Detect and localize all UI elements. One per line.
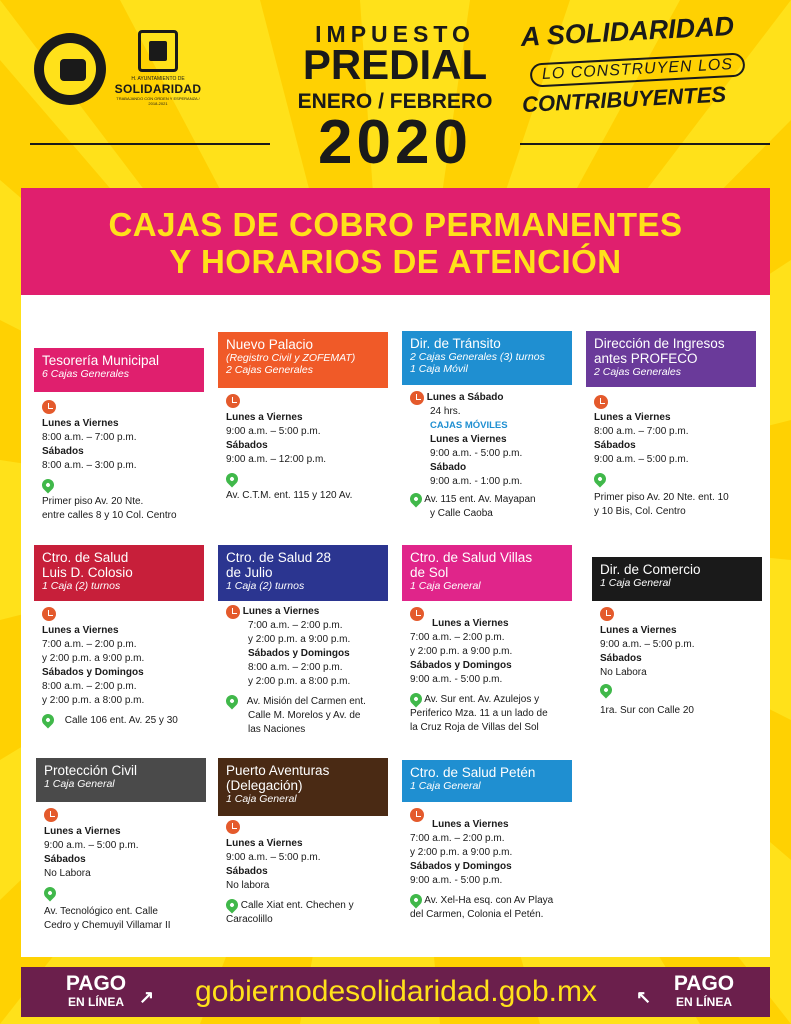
schedule-hours: 9:00 a.m. - 1:00 p.m. <box>430 476 523 487</box>
schedule-hours: 9:00 a.m. - 5:00 p.m. <box>410 674 503 685</box>
location-pin-icon <box>40 712 57 729</box>
card-subtitle: 1 Caja General <box>44 778 115 790</box>
location-pin-icon <box>42 885 59 902</box>
schedule-days: Lunes a Viernes <box>226 838 303 849</box>
card-subtitle: 1 Caja General <box>226 793 297 805</box>
logo-small-text: H. AYUNTAMIENTO DE <box>131 76 185 82</box>
address-line: Caracolillo <box>226 914 273 925</box>
arrow-up-left-icon: ↖ <box>636 987 652 1007</box>
card-puerto-aventuras <box>218 758 388 927</box>
schedule-hours: 7:00 a.m. – 2:00 p.m. <box>248 620 343 631</box>
schedule-hours: 9:00 a.m. – 5:00 p.m. <box>226 852 321 863</box>
en-linea-label: EN LÍNEA <box>67 995 124 1009</box>
schedule-hours: No Labora <box>600 667 647 678</box>
schedule-hours: 9:00 a.m. - 5:00 p.m. <box>430 448 523 459</box>
website-link[interactable]: gobiernodesolidaridad.gob.mx <box>195 975 597 1008</box>
schedule-days: Lunes a Viernes <box>430 434 507 445</box>
card-comercio <box>592 557 762 718</box>
schedule-hours: y 2:00 p.m. a 8:00 p.m. <box>42 695 145 706</box>
clock-icon <box>410 808 424 822</box>
address-line: del Carmen, Colonia el Petén. <box>410 909 544 920</box>
en-linea-label: EN LÍNEA <box>675 995 732 1009</box>
slogan-line1: A SOLIDARIDAD <box>520 10 735 52</box>
arrow-up-right-icon: ↗ <box>139 987 155 1007</box>
location-pin-icon <box>592 471 609 488</box>
card-salud-villas-sol <box>402 545 572 735</box>
address-line: Av. Tecnológico ent. Calle <box>44 906 158 917</box>
card-salud-peten <box>402 760 572 922</box>
schedule-days: Lunes a Viernes <box>42 625 119 636</box>
card-subtitle: 1 Caja General <box>410 580 481 592</box>
card-header <box>34 545 204 601</box>
schedule-hours: 9:00 a.m. – 5:00 p.m. <box>594 454 689 465</box>
schedule-hours: No labora <box>226 880 270 891</box>
card-header <box>218 332 388 388</box>
schedule-hours: 9:00 a.m. - 5:00 p.m. <box>410 875 503 886</box>
schedule-days: Sábados <box>594 440 636 451</box>
address-line: entre calles 8 y 10 Col. Centro <box>42 510 177 521</box>
schedule-hours: 24 hrs. <box>430 406 461 417</box>
schedule-days: Lunes a Viernes <box>432 618 509 629</box>
card-header <box>402 545 572 601</box>
location-pin-icon <box>408 892 425 909</box>
address-line: Av. Misión del Carmen ent. <box>246 696 366 707</box>
address-line: la Cruz Roja de Villas del Sol <box>410 722 539 733</box>
divider-left <box>30 143 270 145</box>
card-title: Dir. de Comercio <box>600 562 701 577</box>
clock-icon <box>226 820 240 834</box>
card-tesoreria <box>34 348 204 523</box>
schedule-days: Lunes a Viernes <box>432 819 509 830</box>
title-predial: PREDIAL <box>302 41 488 88</box>
card-proteccion-civil <box>36 758 206 933</box>
schedule-days: Lunes a Viernes <box>242 606 320 617</box>
schedule-days: Sábados <box>226 866 268 877</box>
schedule-days: Lunes a Viernes <box>44 826 121 837</box>
address-line: 1ra. Sur con Calle 20 <box>600 705 694 716</box>
ayuntamiento-logo <box>112 30 204 118</box>
pago-label: PAGO <box>673 972 735 995</box>
card-title: (Delegación) <box>226 778 303 793</box>
card-title: antes PROFECO <box>594 351 698 366</box>
schedule-days: Sábados <box>600 653 642 664</box>
card-header <box>218 758 388 816</box>
card-title: Nuevo Palacio <box>226 337 314 352</box>
slogan-line3: CONTRIBUYENTES <box>521 81 727 118</box>
card-title: Dir. de Tránsito <box>410 336 501 351</box>
clock-icon <box>226 605 240 619</box>
card-subtitle: 1 Caja Móvil <box>410 363 468 375</box>
card-title: Puerto Aventuras <box>226 763 330 778</box>
card-header <box>36 758 206 802</box>
clock-icon <box>410 607 424 621</box>
schedule-hours: 8:00 a.m. – 3:00 p.m. <box>42 460 137 471</box>
schedule-hours: 9:00 a.m. – 5:00 p.m. <box>226 426 321 437</box>
address-line: Primer piso Av. 20 Nte. ent. 10 <box>594 492 729 503</box>
banner-line1: CAJAS DE COBRO PERMANENTES <box>108 206 683 243</box>
address-line: Calle Xiat ent. Chechen y <box>240 900 354 911</box>
clock-icon <box>226 394 240 408</box>
schedule-days: Lunes a Viernes <box>600 625 677 636</box>
clock-icon <box>42 400 56 414</box>
title-months: ENERO / FEBRERO <box>297 90 493 113</box>
schedule-hours: y 2:00 p.m. a 9:00 p.m. <box>410 646 513 657</box>
card-header <box>34 348 204 392</box>
card-subtitle: 1 Caja General <box>600 577 671 589</box>
card-salud-colosio <box>34 545 204 728</box>
schedule-hours: 9:00 a.m. – 12:00 p.m. <box>226 454 327 465</box>
schedule-hours: y 2:00 p.m. a 9:00 p.m. <box>248 634 351 645</box>
footer-bar <box>21 967 770 1017</box>
location-pin-icon <box>224 897 241 914</box>
address-line: y Calle Caoba <box>430 508 493 519</box>
schedule-hours: 9:00 a.m. – 5:00 p.m. <box>44 840 139 851</box>
card-header <box>592 557 762 601</box>
card-title: Ctro. de Salud Villas <box>410 550 533 565</box>
maya-glyph-icon <box>138 30 178 72</box>
schedule-hours: 7:00 a.m. – 2:00 p.m. <box>410 632 505 643</box>
schedule-hours: 9:00 a.m. – 5:00 p.m. <box>600 639 695 650</box>
location-pin-icon <box>408 491 425 508</box>
address-line: Calle M. Morelos y Av. de <box>248 710 361 721</box>
schedule-hours: y 2:00 p.m. a 9:00 p.m. <box>42 653 145 664</box>
card-subtitle: 1 Caja (2) turnos <box>42 580 121 592</box>
card-transito <box>402 331 572 521</box>
schedule-days: Sábados y Domingos <box>42 667 144 678</box>
clock-icon <box>410 391 424 405</box>
card-title: de Julio <box>226 565 273 580</box>
clock-icon <box>600 607 614 621</box>
title-impuesto: IMPUESTO <box>315 21 475 47</box>
card-title: Tesorería Municipal <box>42 353 160 368</box>
municipal-emblem-logo <box>34 33 106 105</box>
schedule-hours: 7:00 a.m. – 2:00 p.m. <box>42 639 137 650</box>
card-nuevo-palacio <box>218 332 388 503</box>
location-pin-icon <box>224 693 241 710</box>
card-header <box>218 545 388 601</box>
logo-tagline: TRABAJANDO CON ORDEN Y ESPERANZA / 2018-2021 <box>116 96 200 106</box>
address-line: Av. Sur ent. Av. Azulejos y <box>424 694 540 705</box>
divider-right <box>520 143 770 145</box>
schedule-days: Lunes a Viernes <box>226 412 303 423</box>
logo-name: SOLIDARIDAD <box>114 82 202 96</box>
clock-icon <box>42 607 56 621</box>
cajas-moviles-heading: CAJAS MÓVILES <box>430 420 508 431</box>
address-line: Primer piso Av. 20 Nte. <box>42 496 144 507</box>
address-line: y 10 Bis, Col. Centro <box>594 506 686 517</box>
address-line: Cedro y Chemuyil Villamar II <box>44 920 171 931</box>
schedule-days: Sábados y Domingos <box>410 861 512 872</box>
card-salud-28-julio <box>218 545 388 737</box>
card-subtitle: 1 Caja General <box>410 780 481 792</box>
address-line: Av. C.T.M. ent. 115 y 120 Av. <box>226 490 353 501</box>
card-title: Protección Civil <box>44 763 138 778</box>
clock-icon <box>44 808 58 822</box>
schedule-hours: 8:00 a.m. – 7:00 p.m. <box>594 426 689 437</box>
pago-label: PAGO <box>65 972 127 995</box>
schedule-days: Lunes a Viernes <box>594 412 671 423</box>
card-header <box>402 760 572 802</box>
card-title: de Sol <box>410 565 449 580</box>
location-pin-icon <box>408 691 425 708</box>
schedule-days: Lunes a Sábado <box>426 392 504 403</box>
address-line: Calle 106 ent. Av. 25 y 30 <box>64 715 178 726</box>
schedule-days: Sábados y Domingos <box>410 660 512 671</box>
card-title: Dirección de Ingresos <box>594 336 725 351</box>
banner-line2: Y HORARIOS DE ATENCIÓN <box>169 243 622 280</box>
card-ingresos <box>586 331 756 519</box>
card-title: Ctro. de Salud Petén <box>410 765 536 780</box>
schedule-days: Sábados y Domingos <box>248 648 350 659</box>
address-line: Av. 115 ent. Av. Mayapan <box>424 494 536 505</box>
card-title: Ctro. de Salud 28 <box>226 550 332 565</box>
card-header <box>586 331 756 387</box>
card-header <box>402 331 572 385</box>
address-line: las Naciones <box>248 724 306 735</box>
main-banner <box>21 188 770 295</box>
schedule-hours: 8:00 a.m. – 7:00 p.m. <box>42 432 137 443</box>
schedule-hours: y 2:00 p.m. a 9:00 p.m. <box>410 847 513 858</box>
address-line: Periferico Mza. 11 a un lado de <box>410 708 548 719</box>
card-title: Luis D. Colosio <box>42 565 133 580</box>
schedule-hours: 7:00 a.m. – 2:00 p.m. <box>410 833 505 844</box>
address-line: Av. Xel-Ha esq. con Av Playa <box>424 895 554 906</box>
schedule-days: Lunes a Viernes <box>42 418 119 429</box>
schedule-hours: No Labora <box>44 868 91 879</box>
slogan-line2: LO CONSTRUYEN LOS <box>530 52 746 87</box>
schedule-days: Sábado <box>430 462 467 473</box>
schedule-days: Sábados <box>44 854 86 865</box>
title-year: 2020 <box>318 108 472 177</box>
card-subtitle: 2 Cajas Generales <box>594 366 681 378</box>
card-title: Ctro. de Salud <box>42 550 129 565</box>
pago-en-linea-left[interactable] <box>51 973 141 1009</box>
location-pin-icon <box>40 477 57 494</box>
card-subtitle: 1 Caja (2) turnos <box>226 580 305 592</box>
pago-en-linea-right[interactable] <box>659 973 749 1009</box>
schedule-hours: y 2:00 p.m. a 8:00 p.m. <box>248 676 351 687</box>
schedule-hours: 8:00 a.m. – 2:00 p.m. <box>248 662 343 673</box>
schedule-days: Sábados <box>226 440 268 451</box>
card-subtitle: 6 Cajas Generales <box>42 368 129 380</box>
card-subtitle: 2 Cajas Generales (3) turnos <box>410 351 545 363</box>
card-subtitle: (Registro Civil y ZOFEMAT) <box>226 352 356 364</box>
location-pin-icon <box>224 471 241 488</box>
clock-icon <box>594 395 608 409</box>
location-pin-icon <box>598 682 615 699</box>
card-subtitle: 2 Cajas Generales <box>226 364 313 376</box>
schedule-hours: 8:00 a.m. – 2:00 p.m. <box>42 681 137 692</box>
schedule-days: Sábados <box>42 446 84 457</box>
